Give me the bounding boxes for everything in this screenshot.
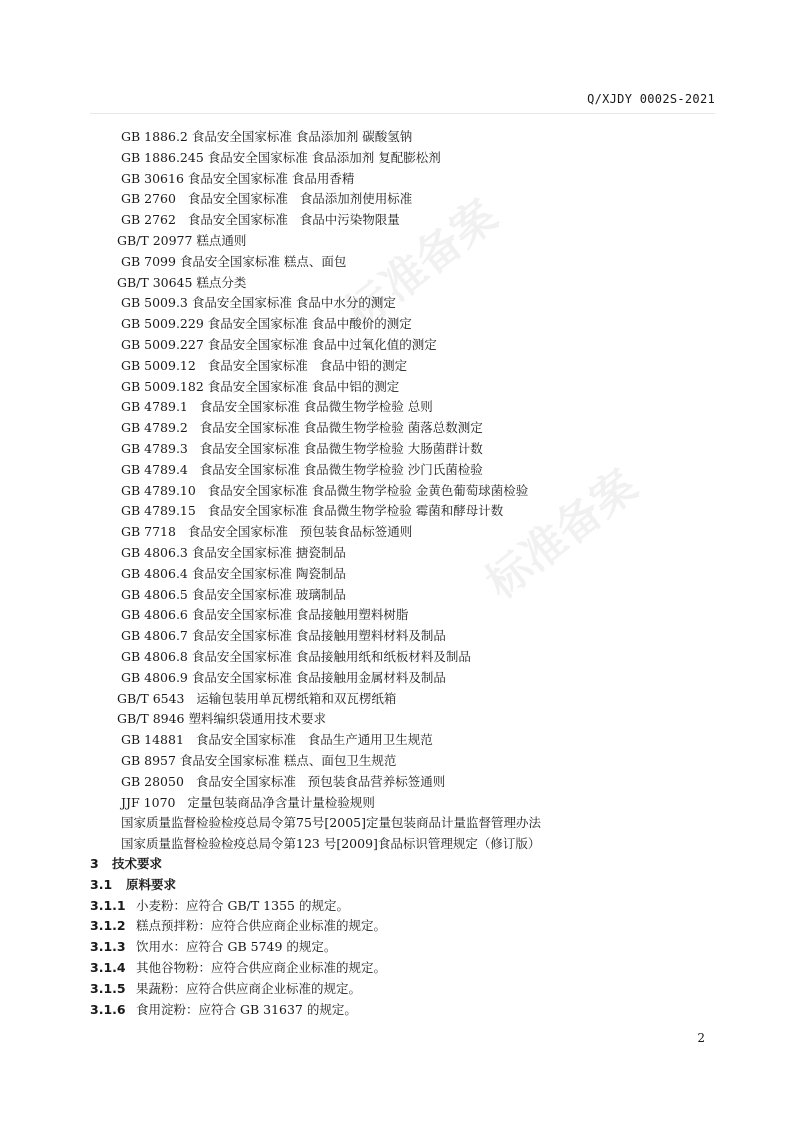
reference-line: GB/T 20977 糕点通则 [117,232,247,248]
item-number: 3.1.3 [90,939,126,955]
reference-line: GB/T 30645 糕点分类 [117,274,247,290]
reference-line: GB 8957 食品安全国家标准 糕点、面包卫生规范 [121,752,397,768]
reference-line: GB 2762 食品安全国家标准 食品中污染物限量 [121,212,400,228]
reference-line: GB 5009.3 食品安全国家标准 食品中水分的测定 [121,295,396,311]
reference-line: GB 1886.245 食品安全国家标准 食品添加剂 复配膨松剂 [121,149,441,165]
reference-line: GB 1886.2 食品安全国家标准 食品添加剂 碳酸氢钠 [121,129,413,144]
reference-line: GB 5009.229 食品安全国家标准 食品中酸价的测定 [121,316,412,332]
item-number: 3.1.6 [90,1001,126,1017]
requirement-item [90,958,386,979]
reference-line: 国家质量监督检验检疫总局令第75号[2005]定量包装商品计量监督管理办法 [121,815,541,831]
reference-line: GB 4789.2 食品安全国家标准 食品微生物学检验 菌落总数测定 [121,420,483,436]
requirement-item [90,896,386,917]
header-divider [90,113,715,114]
watermark-2: 标准备案 [476,460,647,609]
reference-line: GB 4789.1 食品安全国家标准 食品微生物学检验 总则 [121,399,433,415]
requirement-item [90,916,386,937]
item-number: 3.1.2 [90,918,126,934]
item-text: 小麦粉：应符合 GB/T 1355 的规定。 [136,897,349,913]
reference-line: GB 4806.6 食品安全国家标准 食品接触用塑料树脂 [121,607,409,623]
reference-line: GB 5009.12 食品安全国家标准 食品中铅的测定 [121,357,408,373]
reference-line: GB 7099 食品安全国家标准 糕点、面包 [121,253,347,269]
subsection-heading [90,875,386,896]
reference-line: GB 4806.4 食品安全国家标准 陶瓷制品 [121,565,346,581]
reference-line: GB/T 6543 运输包装用单瓦楞纸箱和双瓦楞纸箱 [117,690,397,706]
reference-line: GB 4789.15 食品安全国家标准 食品微生物学检验 霉菌和酵母计数 [121,503,504,519]
item-text: 其他谷物粉：应符合供应商企业标准的规定。 [136,959,387,975]
item-number: 3.1.4 [90,959,126,975]
section-number: 3 [90,856,99,871]
section-title: 技术要求 [112,856,163,871]
normative-references [117,127,541,855]
page-number: 2 [697,1031,705,1045]
reference-line: 国家质量监督检验检疫总局令第123 号[2009]食品标识管理规定（修订版） [121,836,541,852]
reference-line: GB 4806.8 食品安全国家标准 食品接触用纸和纸板材料及制品 [121,648,471,664]
item-text: 糕点预拌粉：应符合供应商企业标准的规定。 [136,918,387,934]
reference-line: GB 4806.9 食品安全国家标准 食品接触用金属材料及制品 [121,669,446,685]
reference-line: GB 4789.10 食品安全国家标准 食品微生物学检验 金黄色葡萄球菌检验 [121,482,529,498]
item-text: 食用淀粉：应符合 GB 31637 的规定。 [136,1001,357,1017]
subsection-number: 3.1 [90,876,113,892]
requirement-item [90,937,386,958]
reference-line: GB 30616 食品安全国家标准 食品用香精 [121,170,355,186]
subsection-title: 原料要求 [126,876,177,892]
reference-line: GB 14881 食品安全国家标准 食品生产通用卫生规范 [121,732,433,748]
requirement-item [90,979,386,1000]
reference-line: GB 4806.3 食品安全国家标准 搪瓷制品 [121,544,346,560]
section-technical-requirements [90,854,386,1020]
section-heading [90,854,386,875]
item-number: 3.1.1 [90,897,126,913]
requirement-item [90,1000,386,1021]
reference-line: GB 5009.182 食品安全国家标准 食品中铝的测定 [121,378,400,394]
reference-line: GB 2760 食品安全国家标准 食品添加剂使用标准 [121,191,413,207]
document-code: Q/XJDY 0002S-2021 [587,92,715,106]
reference-line: GB 5009.227 食品安全国家标准 食品中过氧化值的测定 [121,336,437,352]
reference-line: GB 28050 食品安全国家标准 预包装食品营养标签通则 [121,773,446,789]
reference-line: GB 7718 食品安全国家标准 预包装食品标签通则 [121,524,413,540]
item-number: 3.1.5 [90,980,126,996]
reference-line: GB 4789.3 食品安全国家标准 食品微生物学检验 大肠菌群计数 [121,440,483,456]
item-text: 果蔬粉：应符合供应商企业标准的规定。 [136,980,362,996]
reference-line: GB 4806.7 食品安全国家标准 食品接触用塑料材料及制品 [121,628,446,644]
item-text: 饮用水：应符合 GB 5749 的规定。 [136,939,337,955]
reference-line: GB/T 8946 塑料编织袋通用技术要求 [117,711,326,727]
watermark-1: 标准备案 [336,190,507,339]
reference-line: GB 4789.4 食品安全国家标准 食品微生物学检验 沙门氏菌检验 [121,461,483,477]
reference-line: GB 4806.5 食品安全国家标准 玻璃制品 [121,586,346,602]
reference-line: JJF 1070 定量包装商品净含量计量检验规则 [121,794,375,810]
